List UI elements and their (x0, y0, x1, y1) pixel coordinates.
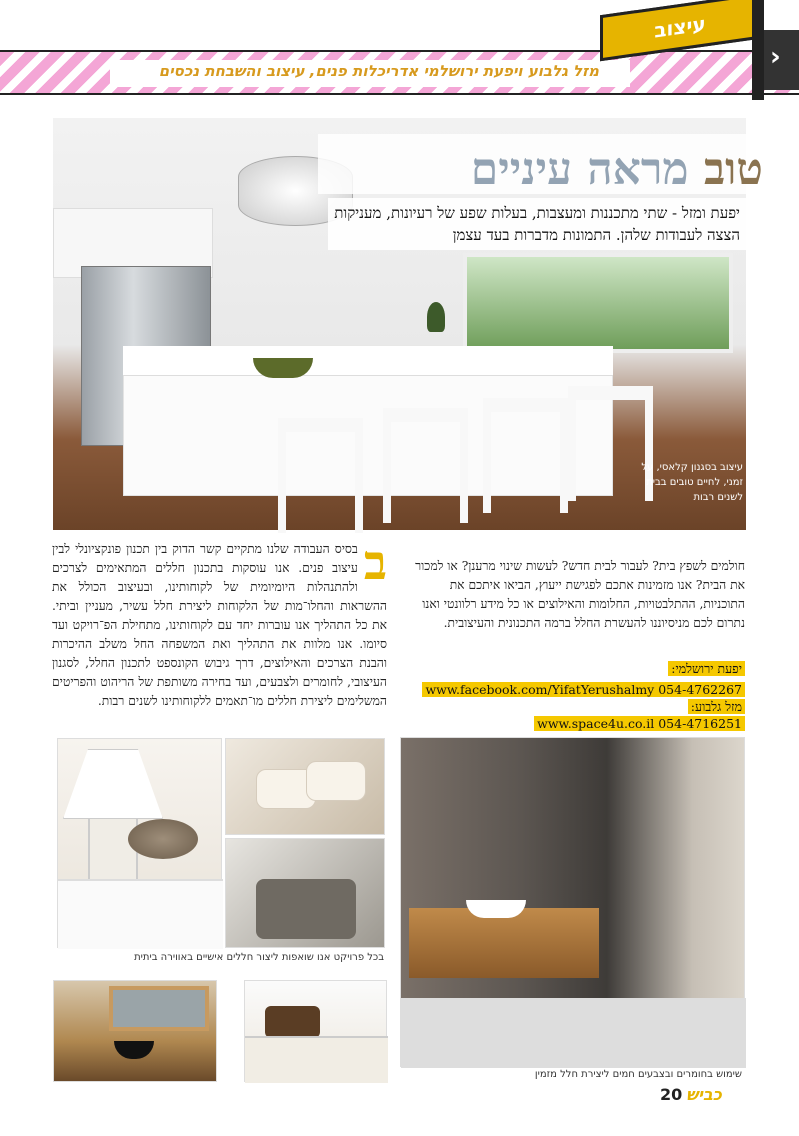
dropcap: ב (363, 535, 387, 591)
black-basin (114, 1041, 154, 1059)
bar-stool (278, 418, 363, 533)
photo-bathroom-vanity (53, 980, 217, 1082)
title-box (318, 134, 763, 194)
photo-bed-pillows (225, 738, 385, 835)
armchair (256, 879, 356, 939)
section-label: עיצוב (654, 11, 706, 43)
gallery-caption: בכל פרויקט אנו שואפות ליצור חללים אישיים באווירה ביתית (134, 952, 384, 963)
bar-stool (483, 398, 568, 513)
photo-lamp-dresser (57, 738, 222, 948)
contact-web-1[interactable]: www.facebook.com/YifatYerushalmy (425, 682, 655, 697)
title-part-2: מראה עיניים (470, 144, 689, 195)
section-subtitle: מזל גלבוע ויפעת ירושלמי אדריכלות פנים, עיצוב והשבחת נכסים (158, 62, 599, 80)
arrow-sign (764, 30, 799, 90)
mirror (109, 986, 209, 1031)
pillow (306, 761, 366, 801)
page-number: 20 (660, 1085, 683, 1104)
floor (401, 998, 746, 1068)
contact-name-2: מזל גלבוע: (688, 699, 745, 715)
photo-armchair (225, 838, 385, 948)
photo-shower (400, 737, 745, 1067)
arrow-right-icon: › (770, 42, 781, 72)
article-body-left (52, 535, 387, 711)
sink (466, 900, 526, 918)
article-body-right (410, 557, 745, 633)
page-folio (660, 1085, 722, 1104)
contact-web-2[interactable]: www.space4u.co.il (537, 716, 655, 731)
contact-line-1 (422, 682, 745, 697)
page-title (471, 144, 763, 195)
island-top (123, 346, 613, 376)
lead-text: יפעת ומזל - שתי מתכננות ומעצבות, בעלות שפע של רעיונות, מעניקות הצצה לעבודות שלהן. התמונות מדברות בעד עצמן (334, 204, 740, 244)
title-part-1: טוב (703, 144, 763, 195)
white-dresser (58, 879, 223, 949)
lead-box (328, 198, 748, 250)
vintage-radio (265, 1006, 320, 1038)
wood-vanity (409, 908, 599, 978)
lamp-shade (63, 749, 163, 819)
plant (427, 302, 445, 332)
cream-cabinet (245, 1036, 388, 1083)
bar-stool (383, 408, 468, 523)
contact-name-1: יפעת ירושלמי: (668, 661, 745, 677)
contact-phone-1: 054-4762267 (658, 682, 742, 697)
contact-line-2 (534, 716, 745, 731)
photo-radio-cabinet (244, 980, 387, 1082)
contact-phone-2: 054-4716251 (658, 716, 742, 731)
sign-pole (752, 0, 764, 100)
dried-flowers (128, 819, 198, 859)
shower-caption: שימוש בחומרים ובצבעים חמים ליצירת חלל מזמין (534, 1069, 742, 1080)
body-left-text: בסיס העבודה שלנו מתקיים קשר הדוק בין תכנון פונקציונלי לבין עיצוב פנים. אנו עוסקות בתכנון חללים המתאימים לצרכים ולהתנהלות היומיומית של לקוחותינו, ובעיצוב הכולל את ההשראות והחלו־מות של הלקוחות ליצירת חלל עשיר, מעניין וביתי. את כל התהליך אנו עוברות יחד עם לקוחותינו, מתחילת הפ־רויקט ועד סיומו. אנו מלוות את התהליך ואת המשפחה החל משלב ההיכרות והבנת הצרכים והאילוצים, דרך גיבוש הקונספט לתכנון החלל, לסגנון העיצובי, לחומרים ולצבעים, ועד בחירה משותפת של הריהוט והפריטים המשלימים ליצירת חללים מו־תאמים ללקוחותינו לשנים רבות. (52, 542, 387, 708)
hero-caption: עיצוב בסגנון קלאסי, על זמני, לחיים טובים בבית לשנים רבות (641, 462, 743, 503)
magazine-logo: כביש (686, 1085, 722, 1104)
body-right-text: חולמים לשפץ בית? לעבור לבית חדש? לעשות שינוי מרענן? או למכור את הבית? אנו מזמינות אתכם לפגישת ייעוץ, הביאו איתכם את התוכניות, ההתלבטויות, החלומות והאילוצים או כל מידע רלוונטי ואנו נתרום לכם מניסיוננו להעשרת החלל ברמה התכנונית והעיצובית. (415, 559, 745, 630)
hero-kitchen-photo (53, 118, 763, 530)
kitchen-window (463, 253, 733, 353)
